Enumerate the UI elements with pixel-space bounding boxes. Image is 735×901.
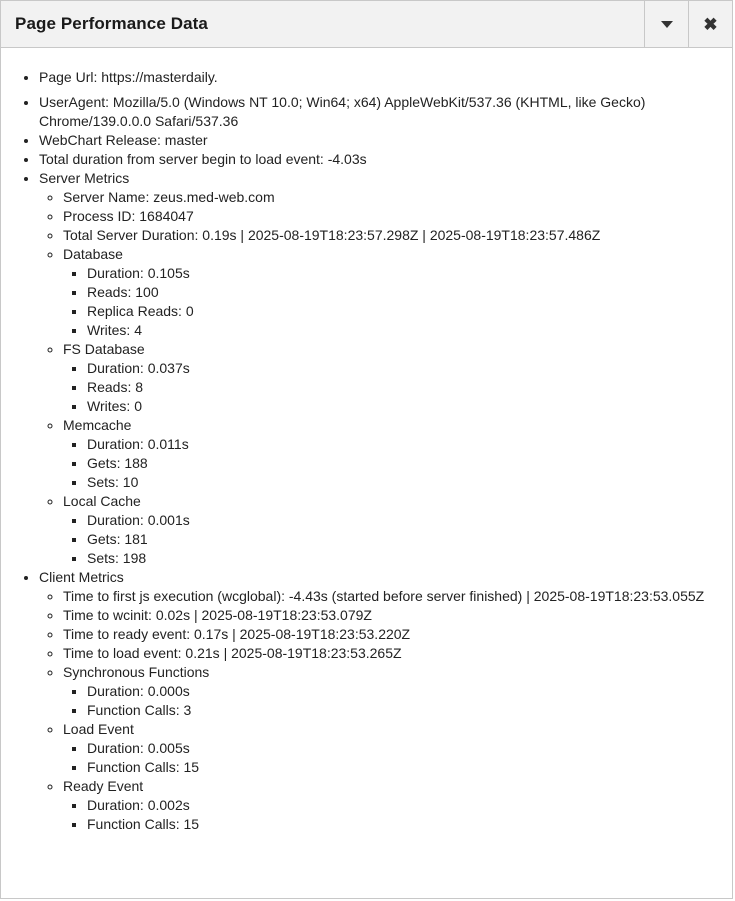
list-item-user-agent: • UserAgent: Mozilla/5.0 (Windows NT 10.0; Win64; x64) AppleWebKit/537.36 (KHTML, like Gecko) Chrome/139.0.0.0 Safari/537.36: [39, 93, 720, 131]
local-cache-label: Local Cache: [63, 493, 141, 509]
list-item-fs-database-duration: ▪ Duration: 0.037s: [87, 359, 720, 378]
memcache-label: Memcache: [63, 417, 132, 433]
report-list: [13, 68, 720, 834]
page-title: Page Performance Data: [15, 14, 208, 33]
chevron-down-icon: [661, 21, 673, 28]
list-item-webchart-release: • WebChart Release: master: [39, 131, 720, 150]
database-list: [63, 264, 720, 340]
server-metrics-list: [39, 188, 720, 568]
list-item-load-event-duration: ▪ Duration: 0.005s: [87, 739, 720, 758]
synchronous-functions-list: [63, 682, 720, 720]
list-item-fs-database: [63, 340, 720, 416]
close-icon: ✖: [703, 14, 718, 34]
list-item-memcache-duration: ▪ Duration: 0.011s: [87, 435, 720, 454]
ready-event-list: [63, 796, 720, 834]
list-item-local-cache: [63, 492, 720, 568]
list-item-time-to-wcinit: ◦ Time to wcinit: 0.02s | 2025-08-19T18:23:53.079Z: [63, 606, 720, 625]
list-item-local-cache-gets: ▪ Gets: 181: [87, 530, 720, 549]
list-item-sync-duration: ▪ Duration: 0.000s: [87, 682, 720, 701]
list-item-memcache-sets: ▪ Sets: 10: [87, 473, 720, 492]
close-button[interactable]: [688, 1, 732, 47]
list-item-total-duration: • Total duration from server begin to load event: -4.03s: [39, 150, 720, 169]
list-item-sync-function-calls: ▪ Function Calls: 3: [87, 701, 720, 720]
memcache-list: [63, 435, 720, 492]
list-item-database: [63, 245, 720, 340]
local-cache-list: [63, 511, 720, 568]
list-item-memcache-gets: ▪ Gets: 188: [87, 454, 720, 473]
list-item-server-name: ◦ Server Name: zeus.med-web.com: [63, 188, 720, 207]
list-item-load-event: [63, 720, 720, 777]
list-item-process-id: ◦ Process ID: 1684047: [63, 207, 720, 226]
list-item-page-url: • Page Url: https://masterdaily.: [39, 68, 720, 87]
list-item-local-cache-duration: ▪ Duration: 0.001s: [87, 511, 720, 530]
list-item-ready-event: [63, 777, 720, 834]
list-item-time-to-ready-event: ◦ Time to ready event: 0.17s | 2025-08-19T18:23:53.220Z: [63, 625, 720, 644]
list-item-database-writes: ▪ Writes: 4: [87, 321, 720, 340]
list-item-local-cache-sets: ▪ Sets: 198: [87, 549, 720, 568]
list-item-ready-event-duration: ▪ Duration: 0.002s: [87, 796, 720, 815]
database-label: Database: [63, 246, 123, 262]
list-item-ready-event-function-calls: ▪ Function Calls: 15: [87, 815, 720, 834]
server-metrics-label: Server Metrics: [39, 170, 130, 186]
list-item-time-to-first-js: ◦ Time to first js execution (wcglobal): -4.43s (started before server finished) | 2025-08-19T18:23:53.055Z: [63, 587, 720, 606]
client-metrics-list: [39, 587, 720, 834]
list-item-fs-database-reads: ▪ Reads: 8: [87, 378, 720, 397]
ready-event-label: Ready Event: [63, 778, 144, 794]
dialog-titlebar: [1, 1, 732, 48]
list-item-total-server-duration: ◦ Total Server Duration: 0.19s | 2025-08-19T18:23:57.298Z | 2025-08-19T18:23:57.486Z: [63, 226, 720, 245]
load-event-label: Load Event: [63, 721, 134, 737]
titlebar-buttons: [644, 1, 732, 47]
list-item-database-duration: ▪ Duration: 0.105s: [87, 264, 720, 283]
list-item-synchronous-functions: [63, 663, 720, 720]
list-item-server-metrics: [39, 169, 720, 568]
list-item-fs-database-writes: ▪ Writes: 0: [87, 397, 720, 416]
performance-report: [1, 48, 732, 898]
fs-database-list: [63, 359, 720, 416]
dropdown-button[interactable]: [644, 1, 688, 47]
list-item-database-replica-reads: ▪ Replica Reads: 0: [87, 302, 720, 321]
list-item-database-reads: ▪ Reads: 100: [87, 283, 720, 302]
list-item-client-metrics: [39, 568, 720, 834]
client-metrics-label: Client Metrics: [39, 569, 124, 585]
synchronous-functions-label: Synchronous Functions: [63, 664, 210, 680]
fs-database-label: FS Database: [63, 341, 145, 357]
list-item-time-to-load-event: ◦ Time to load event: 0.21s | 2025-08-19T18:23:53.265Z: [63, 644, 720, 663]
load-event-list: [63, 739, 720, 777]
list-item-load-event-function-calls: ▪ Function Calls: 15: [87, 758, 720, 777]
list-item-memcache: [63, 416, 720, 492]
